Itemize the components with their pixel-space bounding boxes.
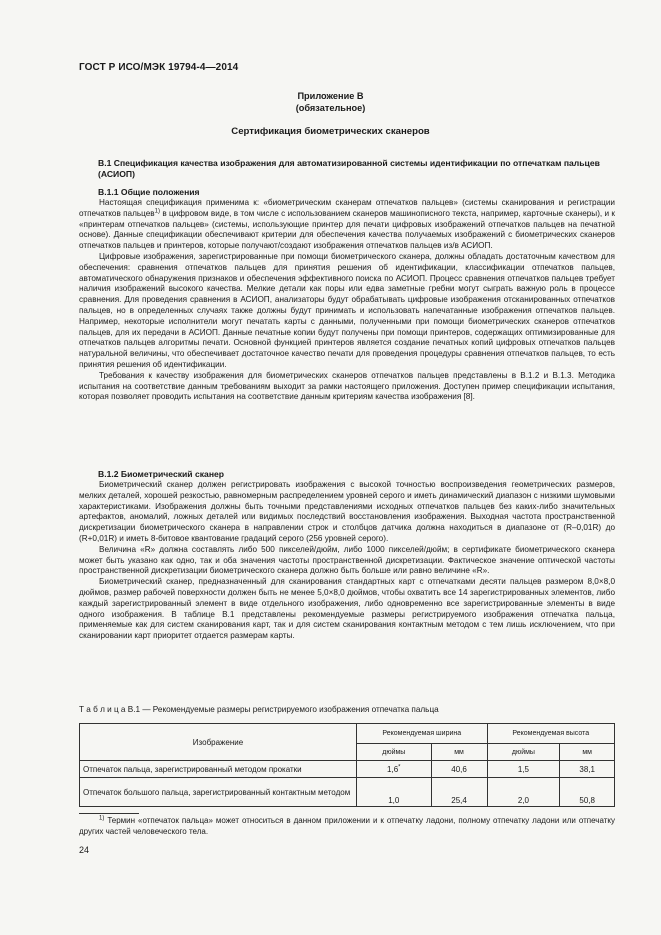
recommended-sizes-table (79, 723, 615, 807)
cell-height-in: 1,5 (487, 761, 560, 778)
cell-width-in (357, 761, 432, 778)
cell-mark: * (398, 763, 401, 770)
footnote (79, 816, 615, 837)
paragraph (79, 198, 615, 252)
cell-height-in: 2,0 (487, 778, 560, 807)
section-b1-heading: В.1 Спецификация качества изображения для автоматизированной системы идентификации по отпечаткам пальцев (АСИОП) (98, 158, 600, 179)
row-label: Отпечаток большого пальца, зарегистрированный контактным методом (80, 778, 357, 807)
footnote-text: Термин «отпечаток пальца» может относиться в данном приложении и к отпечатку ладони, полному отпечатку ладони или отпечатку других частей человеческого тела. (79, 816, 615, 836)
paragraph: Биометрический сканер должен регистрировать изображения с высокой точностью воспроизведения геометрических размеров, мелких деталей, хорошей резкостью, равномерным распределением уровней серого и иметь динамический диапазон с низкими шумовыми характеристиками. Изображения должны быть точными представлениями исходных отпечатков пальцев без каких-либо значительных артефактов, аномалий, ложных деталей или видимых последствий восстановления изображения. Выходная частота пространственной дискретизации биометрического сканера в направлении строк и столбцов датчика должна находиться в диапазоне от (R–0,01R) до (R+0,01R) и иметь 8-битовое квантование градаций серого (256 уровней серого). (79, 480, 615, 543)
row-label: Отпечаток пальца, зарегистрированный методом прокатки (80, 761, 357, 778)
footnote-mark: 1) (99, 815, 105, 822)
section-b11-body (79, 198, 615, 403)
footnote-ref: 1) (154, 208, 161, 215)
cell-width-mm: 40,6 (431, 761, 487, 778)
cell-height-mm: 50,8 (560, 778, 615, 807)
unit-inches: дюймы (357, 744, 432, 761)
table-row (80, 778, 615, 807)
paragraph-text: Настоящая спецификация применима к: «биометрическим сканерам отпечатков пальцев» (системы сканирования и регистрации отпечатков пальцев (79, 198, 615, 218)
unit-inches: дюймы (487, 744, 560, 761)
cell-width-in: 1,0 (357, 778, 432, 807)
table-row (80, 761, 615, 778)
unit-mm: мм (560, 744, 615, 761)
document-header: ГОСТ Р ИСО/МЭК 19794-4—2014 (79, 62, 239, 73)
paragraph: Цифровые изображения, зарегистрированные при помощи биометрического сканера, должны обладать достаточным качеством для обеспечения: сравнения отпечатков пальцев для принятия решения об идентификации, классификации отпечатков пальцев, автоматического обнаружения признаков и обеспечения эффективного поиска по АСИОП. Процесс сравнения отпечатков пальцев требует наличия изображений высокого качества. Мелкие детали как поры или едва заметные гребни могут сыграть важную роль в процессе сравнения. Для проведения сравнения в АСИОП, анализаторы будут обрабатывать цифровые изображения отсканированных отпечатков пальцев, но в определенных случаях также должны будут принимать и использовать напечатанные изображения отпечатков пальцев. Например, некоторые исполнители могут печатать карты с данными, полученными при помощи биометрических сканеров отпечатков пальцев, для их передачи в АСИОП. Данные печатные копии будут получены при помощи принтеров, содержащих оптимизированные для отпечатков пальцев алгоритмы печати. Основной функцией принтеров является создание печатных копий цифровых отпечатков пальцев натуральной величины, что обеспечивает достаточное качество печати для проведения процедуры сравнения отпечатков пальцев, то есть принятия решения об идентификации. (79, 251, 615, 369)
header-width: Рекомендуемая ширина (357, 724, 488, 744)
cell-width-mm: 25,4 (431, 778, 487, 807)
appendix-note: (обязательное) (295, 103, 366, 113)
paragraph: Требования к качеству изображения для биометрических сканеров отпечатков пальцев представлены в В.1.2 и В.1.3. Методика испытания на соответствие данным требованиям выходит за рамки настоящего приложения. Доступен пример спецификации испытания, которая позволяет проводить испытания на соответствие данным критериям качества изображения [8]. (79, 370, 615, 402)
section-b12-body (79, 480, 615, 642)
footnote-divider (79, 813, 139, 814)
paragraph-text: в цифровом виде, в том числе с использованием сканеров машинописного текста, например, карточные сканеры), и к «принтерам отпечатков пальцев» (системы, использующие принтер для печати цифровых изображений отпечатков пальцев на печатной основе). Данные спецификации обеспечивают критерии для обеспечения качества получаемых изображений с биометрических сканеров отпечатков пальцев и принтеров, которые получают/создают изображения отпечатков пальцев из/в АСИОП. (79, 208, 615, 251)
header-image: Изображение (80, 724, 357, 761)
cell-height-mm: 38,1 (560, 761, 615, 778)
cell-value: 1,6 (387, 764, 399, 774)
unit-mm: мм (431, 744, 487, 761)
page-number: 24 (79, 845, 90, 855)
section-b12-heading: В.1.2 Биометрический сканер (98, 469, 225, 479)
paragraph: Биометрический сканер, предназначенный для сканирования стандартных карт с отпечатками десяти пальцев размером 8,0×8,0 дюймов, размер рабочей поверхности должен быть не менее 5,0×8,0 дюймов, чтобы охватить все 14 зарегистрированных элементов, либо каждый зарегистрированный элемент в виде отдельного изображения, либо одновременно все зарегистрированные элементы в виде одного изображения. В таблице В.1 представлены рекомендуемые размеры регистрируемого изображения отпечатка пальца, применяемые как для систем сканирования карт, так и для систем сканирования контактным методом с тем лишь исключением, что при сканировании карт приоритет отдается размерам карты. (79, 577, 615, 641)
header-height: Рекомендуемая высота (487, 724, 614, 744)
appendix-heading: Сертификация биометрических сканеров (231, 126, 430, 137)
section-b11-heading: В.1.1 Общие положения (98, 187, 200, 197)
appendix-title: Приложение В (297, 91, 364, 101)
paragraph: Величина «R» должна составлять либо 500 пикселей/дюйм, либо 1000 пикселей/дюйм; в сертификате биометрического сканера может быть указано как одно, так и оба значения частоты пространственной дискретизации. Фактическое значение оптической частоты пространственной дискретизации биометрического сканера должно быть больше или равно величине «R». (79, 544, 615, 576)
table-caption: Т а б л и ц а В.1 — Рекомендуемые размеры регистрируемого изображения отпечатка пальца (79, 705, 439, 714)
